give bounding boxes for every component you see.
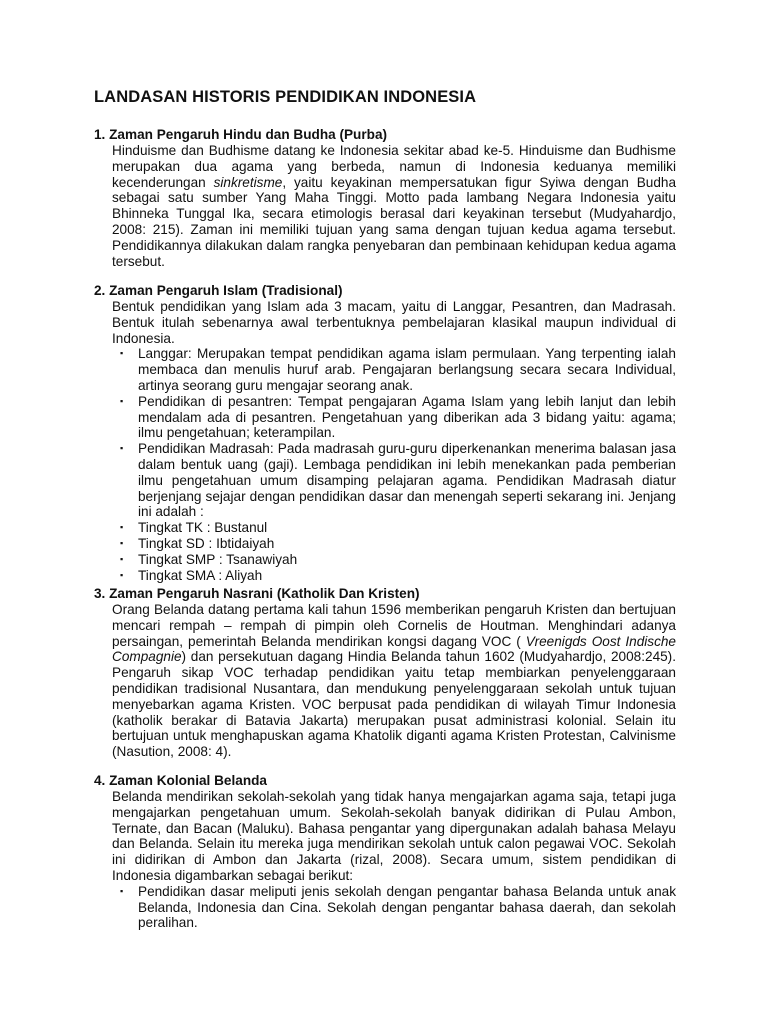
bullet-icon: ▪	[120, 569, 124, 580]
list-item	[120, 441, 676, 520]
bullet-icon: ▪	[120, 395, 124, 406]
section-paragraph	[112, 143, 676, 269]
list-item	[120, 568, 676, 584]
list-item-text: Langgar: Merupakan tempat pendidikan agama islam permulaan. Yang terpenting ialah membaca dan menulis huruf arab. Pengajaran berlangsung secara secara Individual, artinya seorang guru mengajar seorang anak.	[138, 346, 676, 393]
section-heading: 4. Zaman Kolonial Belanda	[94, 773, 267, 788]
paragraph-text: Hinduisme dan Budhisme datang ke Indonesia sekitar abad ke-5. Hinduisme dan Budhisme merupakan dua agama yang berbeda, namun di Indonesia keduanya memiliki kecenderungan	[112, 143, 676, 190]
bullet-icon: ▪	[120, 443, 124, 454]
section-paragraph	[112, 602, 676, 760]
paragraph-text: Orang Belanda datang pertama kali tahun 1596 memberikan pengaruh Kristen dan bertujuan mencari rempah – rempah di pimpin oleh Cornelis de Houtman. Menghindari adanya persaingan, pemerintah Belanda mendirikan kongsi dagang VOC (	[112, 602, 676, 649]
bullet-list	[94, 346, 676, 583]
list-item-text: Pendidikan dasar meliputi jenis sekolah dengan pengantar bahasa Belanda untuk anak Belanda, Indonesia dan Cina. Sekolah dengan pengantar bahasa daerah, dan sekolah peralihan.	[138, 883, 676, 931]
section-kolonial-belanda	[94, 772, 676, 931]
list-item-text: Tingkat SMP : Tsanawiyah	[138, 551, 298, 567]
document-title: LANDASAN HISTORIS PENDIDIKAN INDONESIA	[94, 88, 477, 106]
list-item-text: Tingkat TK : Bustanul	[138, 520, 268, 536]
list-item	[120, 536, 676, 552]
section-paragraph: Bentuk pendidikan yang Islam ada 3 macam, yaitu di Langgar, Pesantren, dan Madrasah. Bentuk itulah sebenarnya awal terbentuknya pembelajaran klasikal maupun individual di Indonesia.	[112, 299, 676, 346]
section-hindu-budha	[94, 126, 676, 269]
bullet-icon: ▪	[120, 553, 124, 564]
bullet-icon: ▪	[120, 537, 124, 548]
paragraph-italic-term: Vreenigds Oost Indische Compagnie	[112, 633, 676, 665]
list-item-text: Pendidikan Madrasah: Pada madrasah guru-guru diperkenankan menerima balasan jasa dalam bentuk uang (gaji). Lembaga pendidikan ini lebih menekankan pada pemberian ilmu pengetahuan umum disamping pelajaran agama. Pendidikan Madrasah diatur berjenjang sejajar dengan pendidikan dasar dan menengah seperti sekarang ini. Jenjang ini adalah :	[138, 441, 676, 520]
paragraph-text: ) dan persekutuan dagang Hindia Belanda tahun 1602 (Mudyahardjo, 2008:245). Pengaruh sikap VOC terhadap pendidikan yaitu tetap membiarkan penyelenggaraan pendidikan tradisional Nusantara, dan mendukung penyelenggaraan sekolah untuk tujuan menyebarkan agama Kristen. VOC berpusat pada pendidikan di wilayah Timur Indonesia (katholik berakar di Batavia Jakarta) merupakan pusat administrasi kolonial. Selain itu bertujuan untuk menghapuskan agama Khatolik diganti agama Kristen Protestan, Calvinisme (Nasution, 2008: 4).	[112, 649, 676, 760]
bullet-icon: ▪	[120, 348, 124, 359]
list-item	[120, 520, 676, 536]
list-item-text: Tingkat SD : Ibtidaiyah	[138, 535, 275, 551]
section-heading: 1. Zaman Pengaruh Hindu dan Budha (Purba)	[94, 127, 388, 142]
list-item-text: Tingkat SMA : Aliyah	[138, 567, 263, 583]
list-item	[120, 346, 676, 393]
section-heading: 3. Zaman Pengaruh Nasrani (Katholik Dan Kristen)	[94, 586, 420, 601]
section-heading: 2. Zaman Pengaruh Islam (Tradisional)	[94, 283, 343, 298]
paragraph-text: , yaitu keyakinan mempersatukan figur Syiwa dengan Budha sebagai satu sumber Yang Maha Tinggi. Motto pada lambang Negara Indonesia yaitu Bhinneka Tunggal Ika, secara etimologis berasal dari keyakinan tersebut (Mudyahardjo, 2008: 215). Zaman ini memiliki tujuan yang sama dengan tujuan kedua agama tersebut. Pendidikannya dilakukan dalam rangka penyebaran dan pembinaan kehidupan kedua agama tersebut.	[112, 174, 677, 269]
list-item	[120, 552, 676, 568]
bullet-icon: ▪	[120, 522, 124, 533]
bullet-list	[94, 884, 676, 931]
section-paragraph: Belanda mendirikan sekolah-sekolah yang tidak hanya mengajarkan agama saja, tetapi juga mengajarkan pengetahuan umum. Sekolah-sekolah banyak didirikan di Pulau Ambon, Ternate, dan Bacan (Maluku). Bahasa pengantar yang dipergunakan adalah bahasa Melayu dan Belanda. Selain itu mereka juga mendirikan sekolah untuk calon pegawai VOC. Sekolah ini didirikan di Ambon dan Jakarta (rizal, 2008). Secara umum, sistem pendidikan di Indonesia digambarkan sebagai berikut:	[112, 789, 676, 883]
section-islam	[94, 282, 676, 583]
bullet-icon: ▪	[120, 885, 124, 896]
section-nasrani	[94, 585, 676, 760]
list-item	[120, 884, 676, 931]
list-item	[120, 394, 676, 441]
paragraph-italic-term: sinkretisme	[213, 174, 283, 190]
list-item-text: Pendidikan di pesantren: Tempat pengajaran Agama Islam yang lebih lanjut dan lebih mendalam ada di pesantren. Pengetahuan yang diberikan ada 3 bidang yaitu: agama; ilmu pengetahuan; keterampilan.	[138, 393, 676, 441]
